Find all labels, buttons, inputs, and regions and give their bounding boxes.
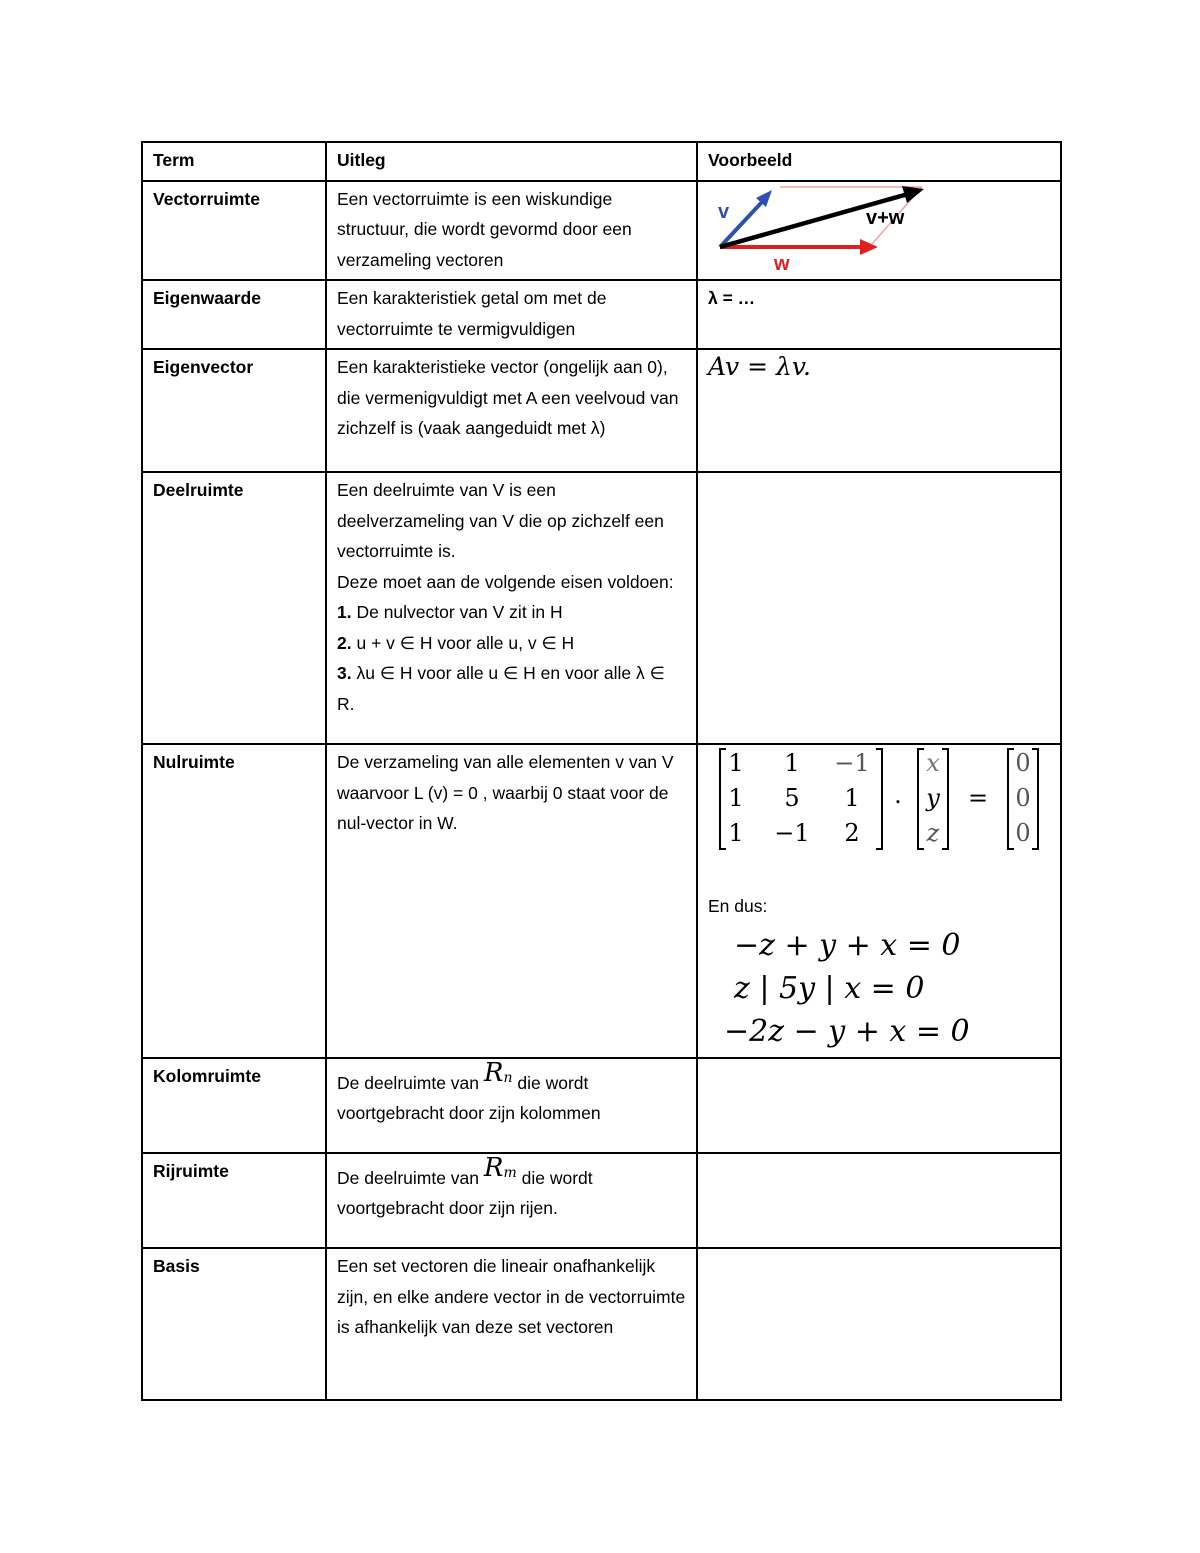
m11: 1 (728, 749, 744, 777)
kolom-R: R (483, 1057, 504, 1088)
rij-post: die wordt voortgebracht door zijn rijen. (337, 1167, 593, 1219)
eis-2 (337, 628, 686, 659)
uitleg-kolomruimte (326, 1058, 697, 1153)
term-nulruimte: Nulruimte (142, 744, 326, 1058)
m22: 5 (784, 784, 800, 812)
term-basis: Basis (142, 1248, 326, 1400)
uitleg-eigenvector: Een karakteristieke vector (ongelijk aan 0), die vermenigvuldigt met A een veelvoud van zichzelf is (vaak aangeduidt met λ) (326, 349, 697, 472)
header-term: Term (142, 142, 326, 181)
deelruimte-eisen-intro: Deze moet aan de volgende eisen voldoen: (337, 571, 674, 592)
m31: 1 (728, 819, 744, 847)
voorbeeld-nulruimte (697, 744, 1061, 1058)
label-w: w (774, 252, 790, 274)
z1: 0 (1015, 749, 1031, 777)
eis-3-text: λu ∈ H voor alle u ∈ H en voor alle λ ∈ R. (337, 663, 665, 714)
voorbeeld-deelruimte (697, 472, 1061, 744)
matrix-equation (718, 747, 1058, 857)
uitleg-basis: Een set vectoren die lineair onafhankelijk zijn, en elke andere vector in de vectorruimte is afhankelijk van deze set vectoren (326, 1248, 697, 1400)
m21: 1 (728, 784, 744, 812)
rij-R: R (483, 1152, 504, 1183)
eigen-equation: Av = λv. (708, 352, 811, 381)
eis-3-num: 3. (337, 663, 352, 683)
eis-3 (337, 658, 686, 719)
voorbeeld-basis (697, 1248, 1061, 1400)
kolom-pre: De deelruimte van (337, 1072, 484, 1093)
m32: −1 (774, 819, 810, 847)
vy: y (926, 784, 940, 812)
z3: 0 (1015, 819, 1031, 847)
row-deelruimte (142, 472, 1061, 744)
header-uitleg: Uitleg (326, 142, 697, 181)
eis-1-text: De nulvector van V zit in H (351, 602, 563, 622)
rij-pre: De deelruimte van (337, 1167, 484, 1188)
voorbeeld-eigenwaarde: λ = … (697, 280, 1061, 349)
uitleg-eigenwaarde: Een karakteristiek getal om met de vectorruimte te vermigvuldigen (326, 280, 697, 349)
eis-1 (337, 597, 686, 628)
vx: x (926, 749, 940, 777)
uitleg-nulruimte: De verzameling van alle elementen v van V waarvoor L (v) = 0 , waarbij 0 staat voor de nul-vector in W. (326, 744, 697, 1058)
vector-addition-figure (712, 182, 942, 274)
m23: 1 (844, 784, 860, 812)
row-basis (142, 1248, 1061, 1400)
eis-2-num: 2. (337, 632, 352, 653)
header-voorbeeld: Voorbeeld (697, 142, 1061, 181)
z2: 0 (1015, 784, 1031, 812)
row-rijruimte (142, 1153, 1061, 1248)
eis-1-num: 1. (337, 602, 352, 622)
label-vw: v+w (866, 206, 905, 229)
row-vectorruimte (142, 181, 1061, 281)
voorbeeld-vectorruimte (697, 181, 1061, 281)
eq-3: −2z − y + x = 0 (724, 1013, 970, 1049)
dot: . (894, 781, 902, 809)
label-v: v (718, 200, 730, 223)
row-kolomruimte (142, 1058, 1061, 1153)
m13: −1 (834, 749, 870, 777)
eq-1: −z + y + x = 0 (734, 927, 961, 963)
term-eigenwaarde: Eigenwaarde (142, 280, 326, 349)
row-nulruimte (142, 744, 1061, 1058)
row-eigenwaarde (142, 280, 1061, 349)
en-dus: En dus: (708, 896, 768, 916)
uitleg-deelruimte (326, 472, 697, 744)
voorbeeld-eigenvector (697, 349, 1061, 472)
term-kolomruimte: Kolomruimte (142, 1058, 326, 1153)
kolom-sup: n (503, 1070, 513, 1086)
glossary-table (141, 141, 1062, 1401)
term-eigenvector: Eigenvector (142, 349, 326, 472)
equals: = (967, 784, 989, 812)
uitleg-rijruimte (326, 1153, 697, 1248)
rij-sup: m (503, 1165, 517, 1181)
term-deelruimte: Deelruimte (142, 472, 326, 744)
row-eigenvector (142, 349, 1061, 472)
header-row (142, 142, 1061, 181)
m12: 1 (784, 749, 800, 777)
voorbeeld-rijruimte (697, 1153, 1061, 1248)
m33: 2 (844, 819, 860, 847)
kolom-post: die wordt voortgebracht door zijn kolommen (337, 1072, 601, 1124)
vz: z (926, 819, 940, 847)
uitleg-vectorruimte: Een vectorruimte is een wiskundige structuur, die wordt gevormd door een verzameling vectoren (326, 181, 697, 281)
eq-2: z | 5y | x = 0 (734, 970, 925, 1006)
term-rijruimte: Rijruimte (142, 1153, 326, 1248)
term-vectorruimte: Vectorruimte (142, 181, 326, 281)
voorbeeld-kolomruimte (697, 1058, 1061, 1153)
eis-2-text: u + v ∈ H voor alle u, v ∈ H (351, 632, 575, 653)
deelruimte-def: Een deelruimte van V is een deelverzameling van V die op zichzelf een vectorruimte is. (337, 480, 664, 561)
